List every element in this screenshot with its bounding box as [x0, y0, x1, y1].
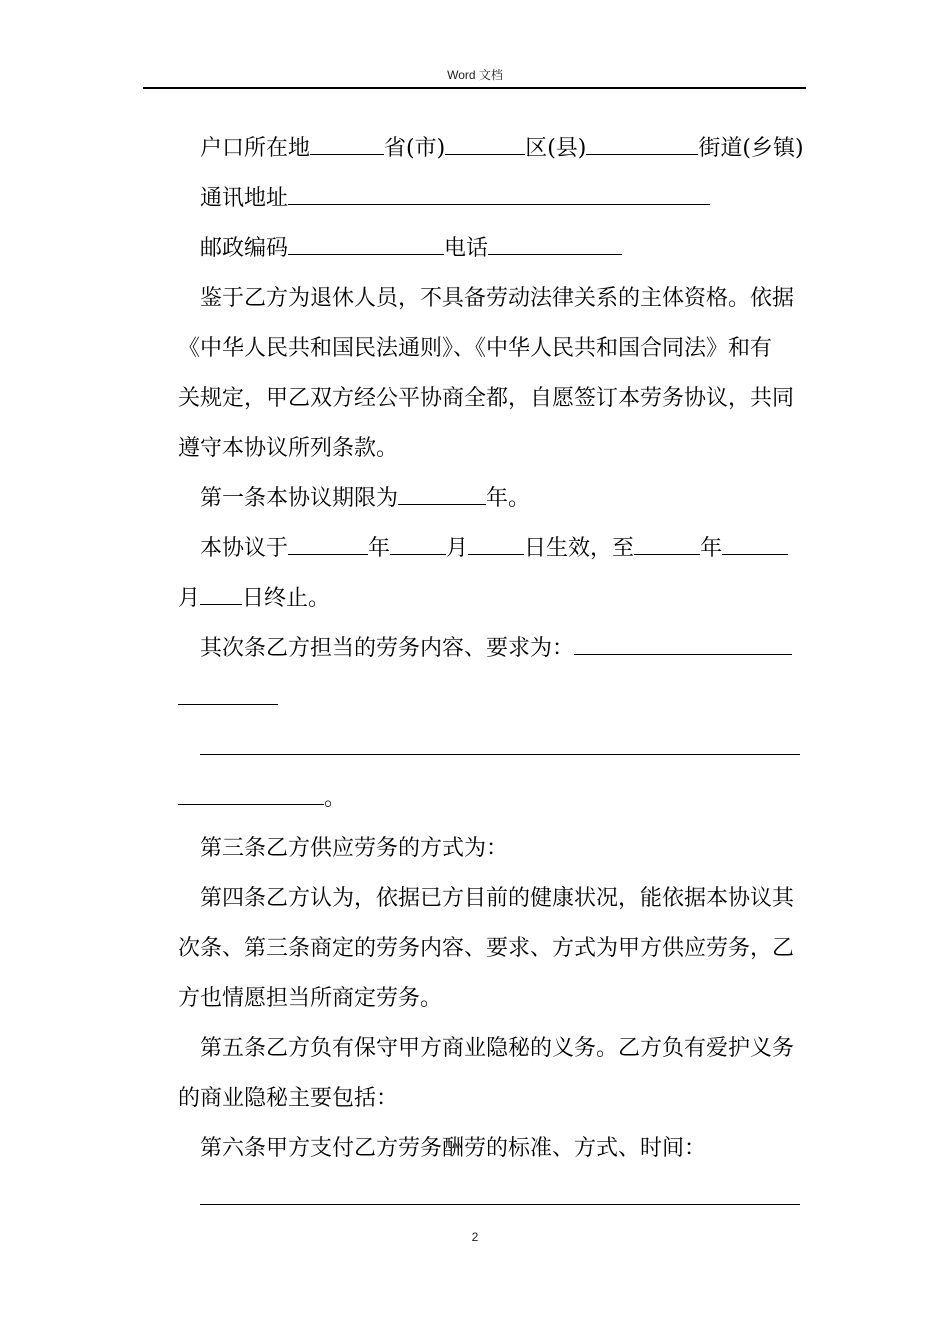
text: 省(市) [384, 136, 446, 161]
article-4-line: 第四条乙方认为，依据已方目前的健康状况，能依据本协议其 [200, 886, 795, 911]
article-5-line: 第五条乙方负有保守甲方商业隐秘的义务。乙方负有爱护义务 [200, 1036, 795, 1061]
text: 其次条乙方担当的劳务内容、要求为： [200, 636, 575, 661]
paragraph-line: 次条、第三条商定的劳务内容、要求、方式为甲方供应劳务，乙 [178, 936, 795, 961]
article-2-line [178, 624, 802, 674]
paragraph-line: 关规定，甲乙双方经公平协商全都，自愿签订本劳务协议，共同 [178, 386, 795, 411]
household-address-line [178, 124, 802, 174]
page-header: Word 文档 [447, 68, 503, 82]
article-1-line [178, 474, 802, 524]
blank-field [634, 536, 700, 555]
text: 户口所在地 [200, 136, 311, 161]
text: 月 [446, 536, 469, 561]
blank-line [178, 724, 802, 774]
blank-line [178, 674, 802, 724]
term-start-line [178, 524, 802, 574]
text: 街道(乡镇) [698, 136, 804, 161]
text: 邮政编码 [200, 236, 289, 261]
blank-field [398, 486, 486, 505]
term-end-line [178, 574, 802, 624]
blank-field [488, 236, 622, 255]
paragraph-line: 《中华人民共和国民法通则》、《中华人民共和国合同法》和有 [178, 336, 773, 361]
blank-line [178, 1174, 802, 1224]
text: 月 [178, 586, 201, 611]
blank-line [178, 774, 802, 824]
article-6-line: 第六条甲方支付乙方劳务酬劳的标准、方式、时间： [200, 1136, 707, 1161]
text: 电话 [444, 236, 489, 261]
blank-field [178, 786, 324, 805]
text: 日生效，至 [524, 536, 635, 561]
blank-field [288, 236, 444, 255]
blank-field [445, 136, 525, 155]
blank-field [178, 686, 278, 705]
text: 年 [700, 536, 723, 561]
paragraph-line: 遵守本协议所列条款。 [178, 436, 399, 461]
blank-field [574, 636, 792, 655]
paragraph-line: 方也情愿担当所商定劳务。 [178, 986, 443, 1011]
blank-field [390, 536, 446, 555]
mailing-address-line [178, 174, 802, 224]
blank-field [722, 536, 788, 555]
header-divider [143, 87, 806, 89]
paragraph-line: 鉴于乙方为退休人员，不具备劳动法律关系的主体资格。依据 [200, 286, 795, 311]
text: 。 [324, 786, 347, 811]
blank-field [200, 586, 242, 605]
text: 区(县) [525, 136, 587, 161]
text: 第一条本协议期限为 [200, 486, 399, 511]
blank-field [310, 136, 384, 155]
blank-field [586, 136, 698, 155]
text: 通讯地址 [200, 186, 289, 211]
text: 年。 [486, 486, 531, 511]
blank-field [200, 1186, 800, 1205]
paragraph-line: 的商业隐秘主要包括： [178, 1086, 399, 1111]
text: 年 [368, 536, 391, 561]
article-3-line: 第三条乙方供应劳务的方式为： [200, 836, 509, 861]
blank-field [288, 536, 368, 555]
document-body [178, 124, 802, 1224]
postcode-phone-line [178, 224, 802, 274]
blank-field [288, 186, 710, 205]
blank-field [200, 736, 800, 755]
text: 日终止。 [242, 586, 331, 611]
text: 本协议于 [200, 536, 289, 561]
blank-field [468, 536, 524, 555]
page-number: 2 [471, 1230, 479, 1244]
